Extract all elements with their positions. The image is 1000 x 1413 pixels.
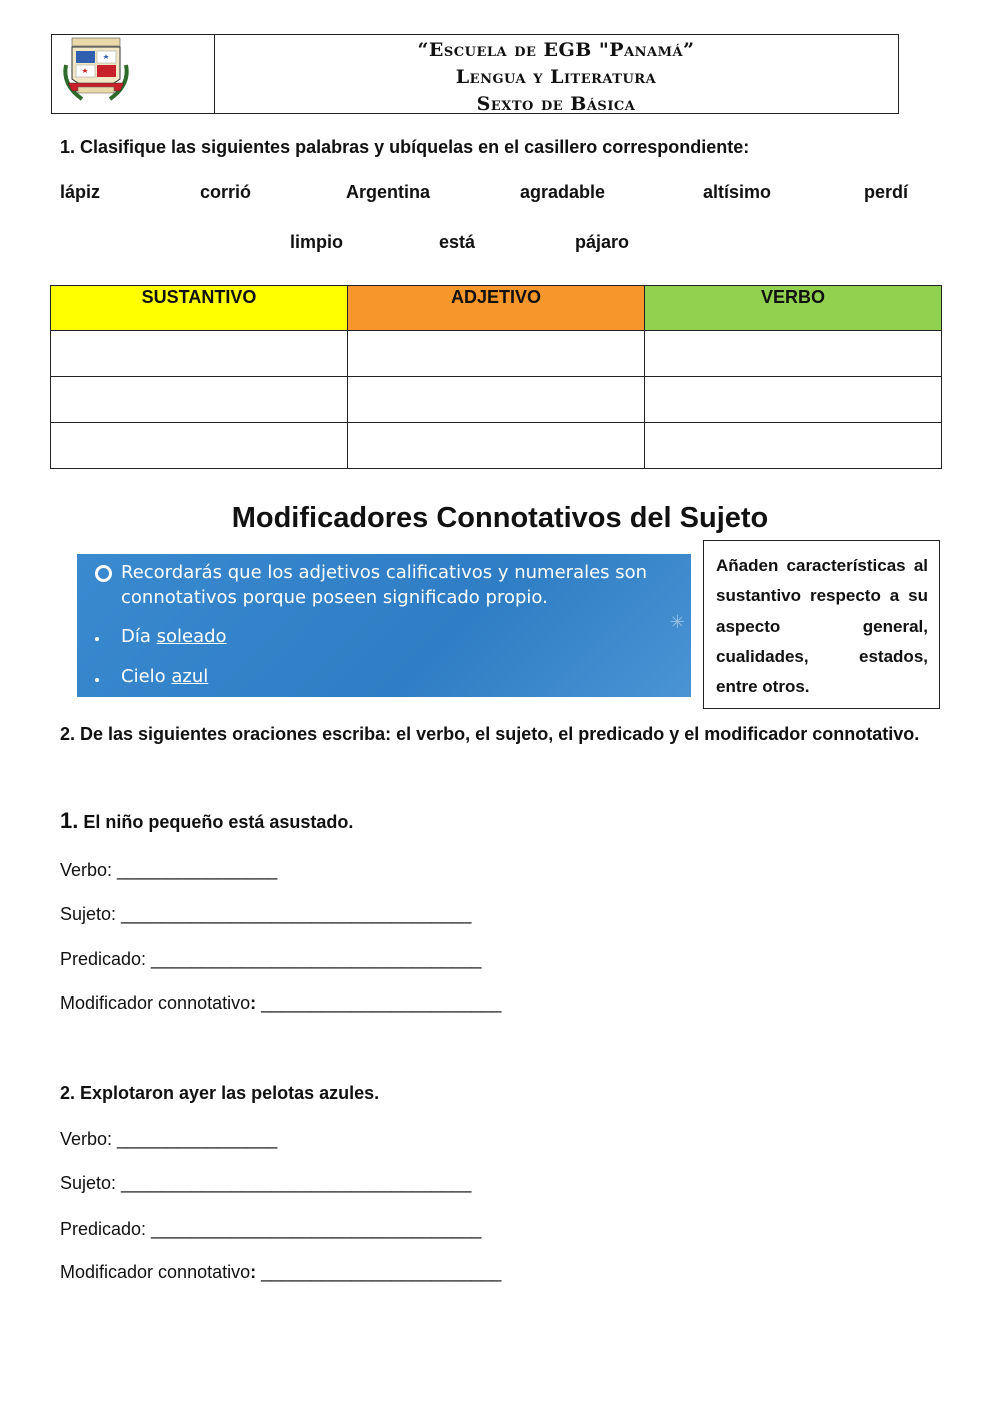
verbo-field[interactable]: Verbo: ________________ xyxy=(60,1129,278,1149)
exercise-sentence: El niño pequeño está asustado. xyxy=(78,812,354,832)
word-item: agradable xyxy=(520,182,606,202)
predicado-field[interactable]: Predicado: _________________________________ xyxy=(60,1219,482,1239)
modificador-field[interactable] xyxy=(60,1262,501,1283)
exercise-sentence: Explotaron ayer las pelotas azules. xyxy=(75,1083,380,1103)
modificador-label: Modificador connotativo xyxy=(60,993,251,1013)
example-word: soleado xyxy=(156,626,227,647)
modificador-label: Modificador connotativo xyxy=(60,1262,251,1282)
dot-bullet-icon xyxy=(95,678,99,682)
example-text: Cielo xyxy=(121,666,172,687)
answer-cell[interactable] xyxy=(348,331,645,377)
header-box xyxy=(51,34,899,114)
answer-line: ________________________ xyxy=(256,993,502,1013)
word-item: altísimo xyxy=(703,182,772,202)
word-item: Argentina xyxy=(346,182,431,202)
header-adjetivo: ADJETIVO xyxy=(348,286,645,331)
school-name: “Escuela de EGB "Panamá” xyxy=(417,39,695,61)
word-item: perdí xyxy=(864,182,909,202)
slide-text-line: Recordarás que los adjetivos calificativos y numerales son xyxy=(121,562,648,583)
classification-table xyxy=(50,285,942,469)
exercise-number: 1. xyxy=(60,808,79,833)
answer-line: ________________________ xyxy=(256,1262,502,1282)
word-item: corrió xyxy=(200,182,252,202)
dot-bullet-icon xyxy=(95,637,99,641)
table-row xyxy=(51,377,942,423)
verbo-field[interactable]: Verbo: ________________ xyxy=(60,860,278,880)
slide-example-2 xyxy=(121,666,208,687)
school-logo xyxy=(52,35,215,113)
sujeto-field[interactable]: Sujeto: ___________________________________ xyxy=(60,904,472,924)
word-item: pájaro xyxy=(575,232,630,252)
modificador-colon: : xyxy=(250,1262,257,1282)
example-text: Día xyxy=(121,626,157,647)
word-item: limpio xyxy=(290,232,343,252)
answer-cell[interactable] xyxy=(645,423,942,469)
answer-cell[interactable] xyxy=(348,423,645,469)
answer-cell[interactable] xyxy=(645,331,942,377)
answer-cell[interactable] xyxy=(645,377,942,423)
sujeto-field[interactable]: Sujeto: ___________________________________ xyxy=(60,1173,472,1193)
table-header-row xyxy=(51,286,942,331)
exercise-number: 2. xyxy=(60,1083,76,1103)
predicado-field[interactable]: Predicado: _________________________________ xyxy=(60,949,482,969)
modificador-colon: : xyxy=(250,993,257,1013)
section-title: Modificadores Connotativos del Sujeto xyxy=(231,502,769,534)
table-row xyxy=(51,331,942,377)
snowflake-icon: ✳ xyxy=(669,612,685,633)
modificador-field[interactable] xyxy=(60,993,501,1014)
answer-cell[interactable] xyxy=(51,331,348,377)
circle-bullet-icon xyxy=(95,565,112,582)
header-verbo: VERBO xyxy=(645,286,942,331)
answer-cell[interactable] xyxy=(51,377,348,423)
word-item: está xyxy=(439,232,476,252)
table-row xyxy=(51,423,942,469)
explanation-slide xyxy=(77,554,691,697)
slide-text-line: connotativos porque poseen significado propio. xyxy=(121,587,548,608)
header-sustantivo: SUSTANTIVO xyxy=(51,286,348,331)
question-1-prompt: 1. Clasifique las siguientes palabras y ubíquelas en el casillero correspondiente: xyxy=(60,137,750,157)
question-2-prompt: 2. De las siguientes oraciones escriba: el verbo, el sujeto, el predicado y el modificador connotativo. xyxy=(60,724,920,744)
word-item: lápiz xyxy=(60,182,101,202)
definition-box: Añaden características al sustantivo respecto a su aspecto general, cualidades, estados, entre otros. xyxy=(703,540,940,709)
exercise-2-title xyxy=(60,1083,379,1104)
subject-name: Lengua y Literatura xyxy=(455,66,657,88)
answer-cell[interactable] xyxy=(51,423,348,469)
school-title xyxy=(214,35,898,115)
slide-example-1 xyxy=(121,626,227,647)
answer-cell[interactable] xyxy=(348,377,645,423)
example-word: azul xyxy=(171,666,209,687)
school-crest-icon xyxy=(52,35,214,115)
exercise-1-title xyxy=(60,808,353,834)
grade-name: Sexto de Básica xyxy=(476,93,636,115)
